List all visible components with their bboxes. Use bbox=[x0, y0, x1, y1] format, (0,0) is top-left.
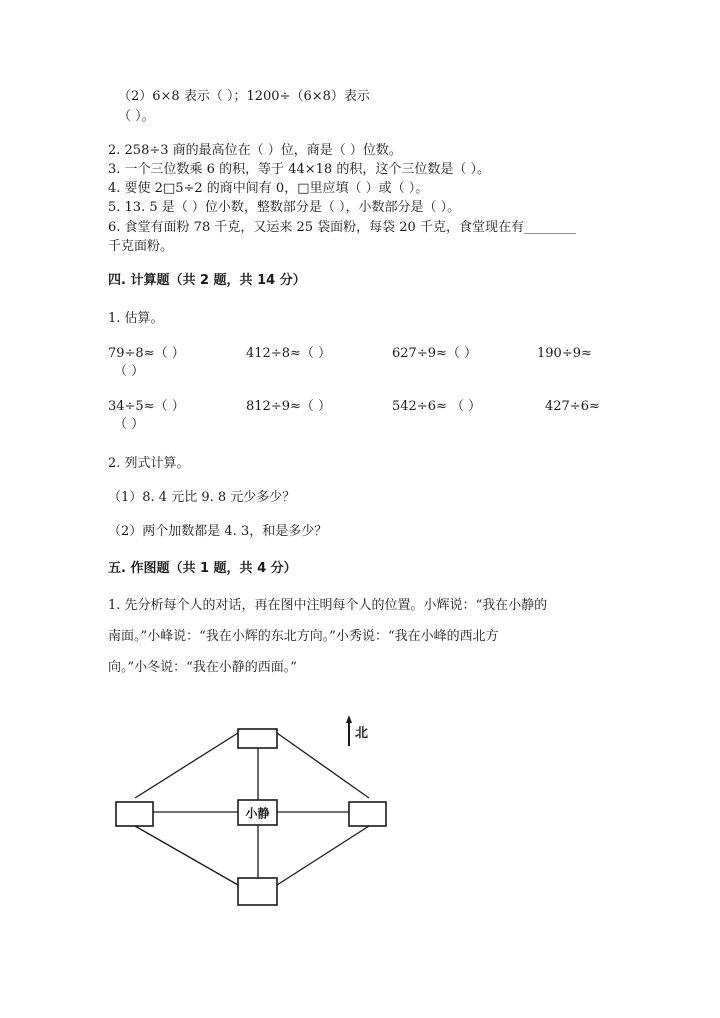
position-diagram bbox=[0, 710, 720, 950]
question-6: 6. 食堂有面粉 78 千克，又运来 25 袋面粉，每袋 20 千克，食堂现在有________ bbox=[108, 220, 576, 235]
estimate-item-cont: （ ） bbox=[114, 364, 145, 379]
west-box[interactable] bbox=[116, 802, 153, 826]
section5-title: 五. 作图题（共 1 题，共 4 分） bbox=[108, 561, 297, 576]
question-4: 4. 要使 2□5÷2 的商中间有 0，□里应填（ ）或（ ）。 bbox=[108, 181, 429, 196]
estimate-item: 542÷6≈ （ ） bbox=[392, 399, 482, 414]
drawing-question-line1: 1. 先分析每个人的对话，再在图中注明每个人的位置。小辉说：“我在小静的 bbox=[108, 598, 548, 613]
question-5: 5. 13. 5 是（ ）位小数，整数部分是（ ），小数部分是（ ）。 bbox=[108, 200, 461, 215]
estimate-item: 412÷8≈（ ） bbox=[246, 346, 332, 361]
north-arrow-icon bbox=[346, 715, 352, 746]
question-2: 2. 258÷3 商的最高位在（ ）位，商是（ ）位数。 bbox=[108, 143, 402, 158]
center-label: 小静 bbox=[245, 806, 270, 821]
south-box[interactable] bbox=[238, 878, 277, 905]
drawing-question-line2: 南面。”小峰说：“我在小辉的东北方向。”小秀说：“我在小峰的西北方 bbox=[108, 629, 499, 644]
list-calc-item-1: （1）8. 4 元比 9. 8 元少多少？ bbox=[108, 490, 296, 505]
diagram-edge bbox=[135, 733, 238, 798]
list-calc-item-2: （2）两个加数都是 4. 3，和是多少？ bbox=[108, 524, 328, 539]
q2-sub-line2: （ ）。 bbox=[118, 109, 155, 124]
east-box[interactable] bbox=[349, 802, 386, 826]
diagram-edge bbox=[135, 826, 238, 885]
diagram-edge bbox=[277, 826, 369, 885]
q2-sub-line1: （2）6×8 表示（ ）；1200÷（6×8）表示 bbox=[118, 89, 370, 104]
estimate-item: 812÷9≈（ ） bbox=[246, 399, 332, 414]
estimate-item: 79÷8≈（ ） bbox=[108, 346, 185, 361]
estimate-item: 427÷6≈ bbox=[545, 399, 600, 414]
question-6-cont: 千克面粉。 bbox=[108, 239, 174, 254]
section4-title: 四. 计算题（共 2 题，共 14 分） bbox=[108, 273, 306, 288]
list-calc-title: 2. 列式计算。 bbox=[108, 456, 190, 471]
north-box[interactable] bbox=[238, 729, 277, 748]
estimate-item: 190÷9≈ bbox=[537, 346, 592, 361]
estimate-item: 34÷5≈（ ） bbox=[108, 399, 185, 414]
estimate-item-cont: （ ） bbox=[114, 417, 145, 432]
north-label: 北 bbox=[355, 726, 369, 741]
estimate-title: 1. 估算。 bbox=[108, 311, 164, 326]
question-3: 3. 一个三位数乘 6 的积，等于 44×18 的积，这个三位数是（ ）。 bbox=[108, 162, 490, 177]
diagram-edge bbox=[277, 733, 369, 798]
estimate-item: 627÷9≈（ ） bbox=[392, 346, 478, 361]
drawing-question-line3: 向。”小冬说：“我在小静的西面。” bbox=[108, 660, 297, 675]
